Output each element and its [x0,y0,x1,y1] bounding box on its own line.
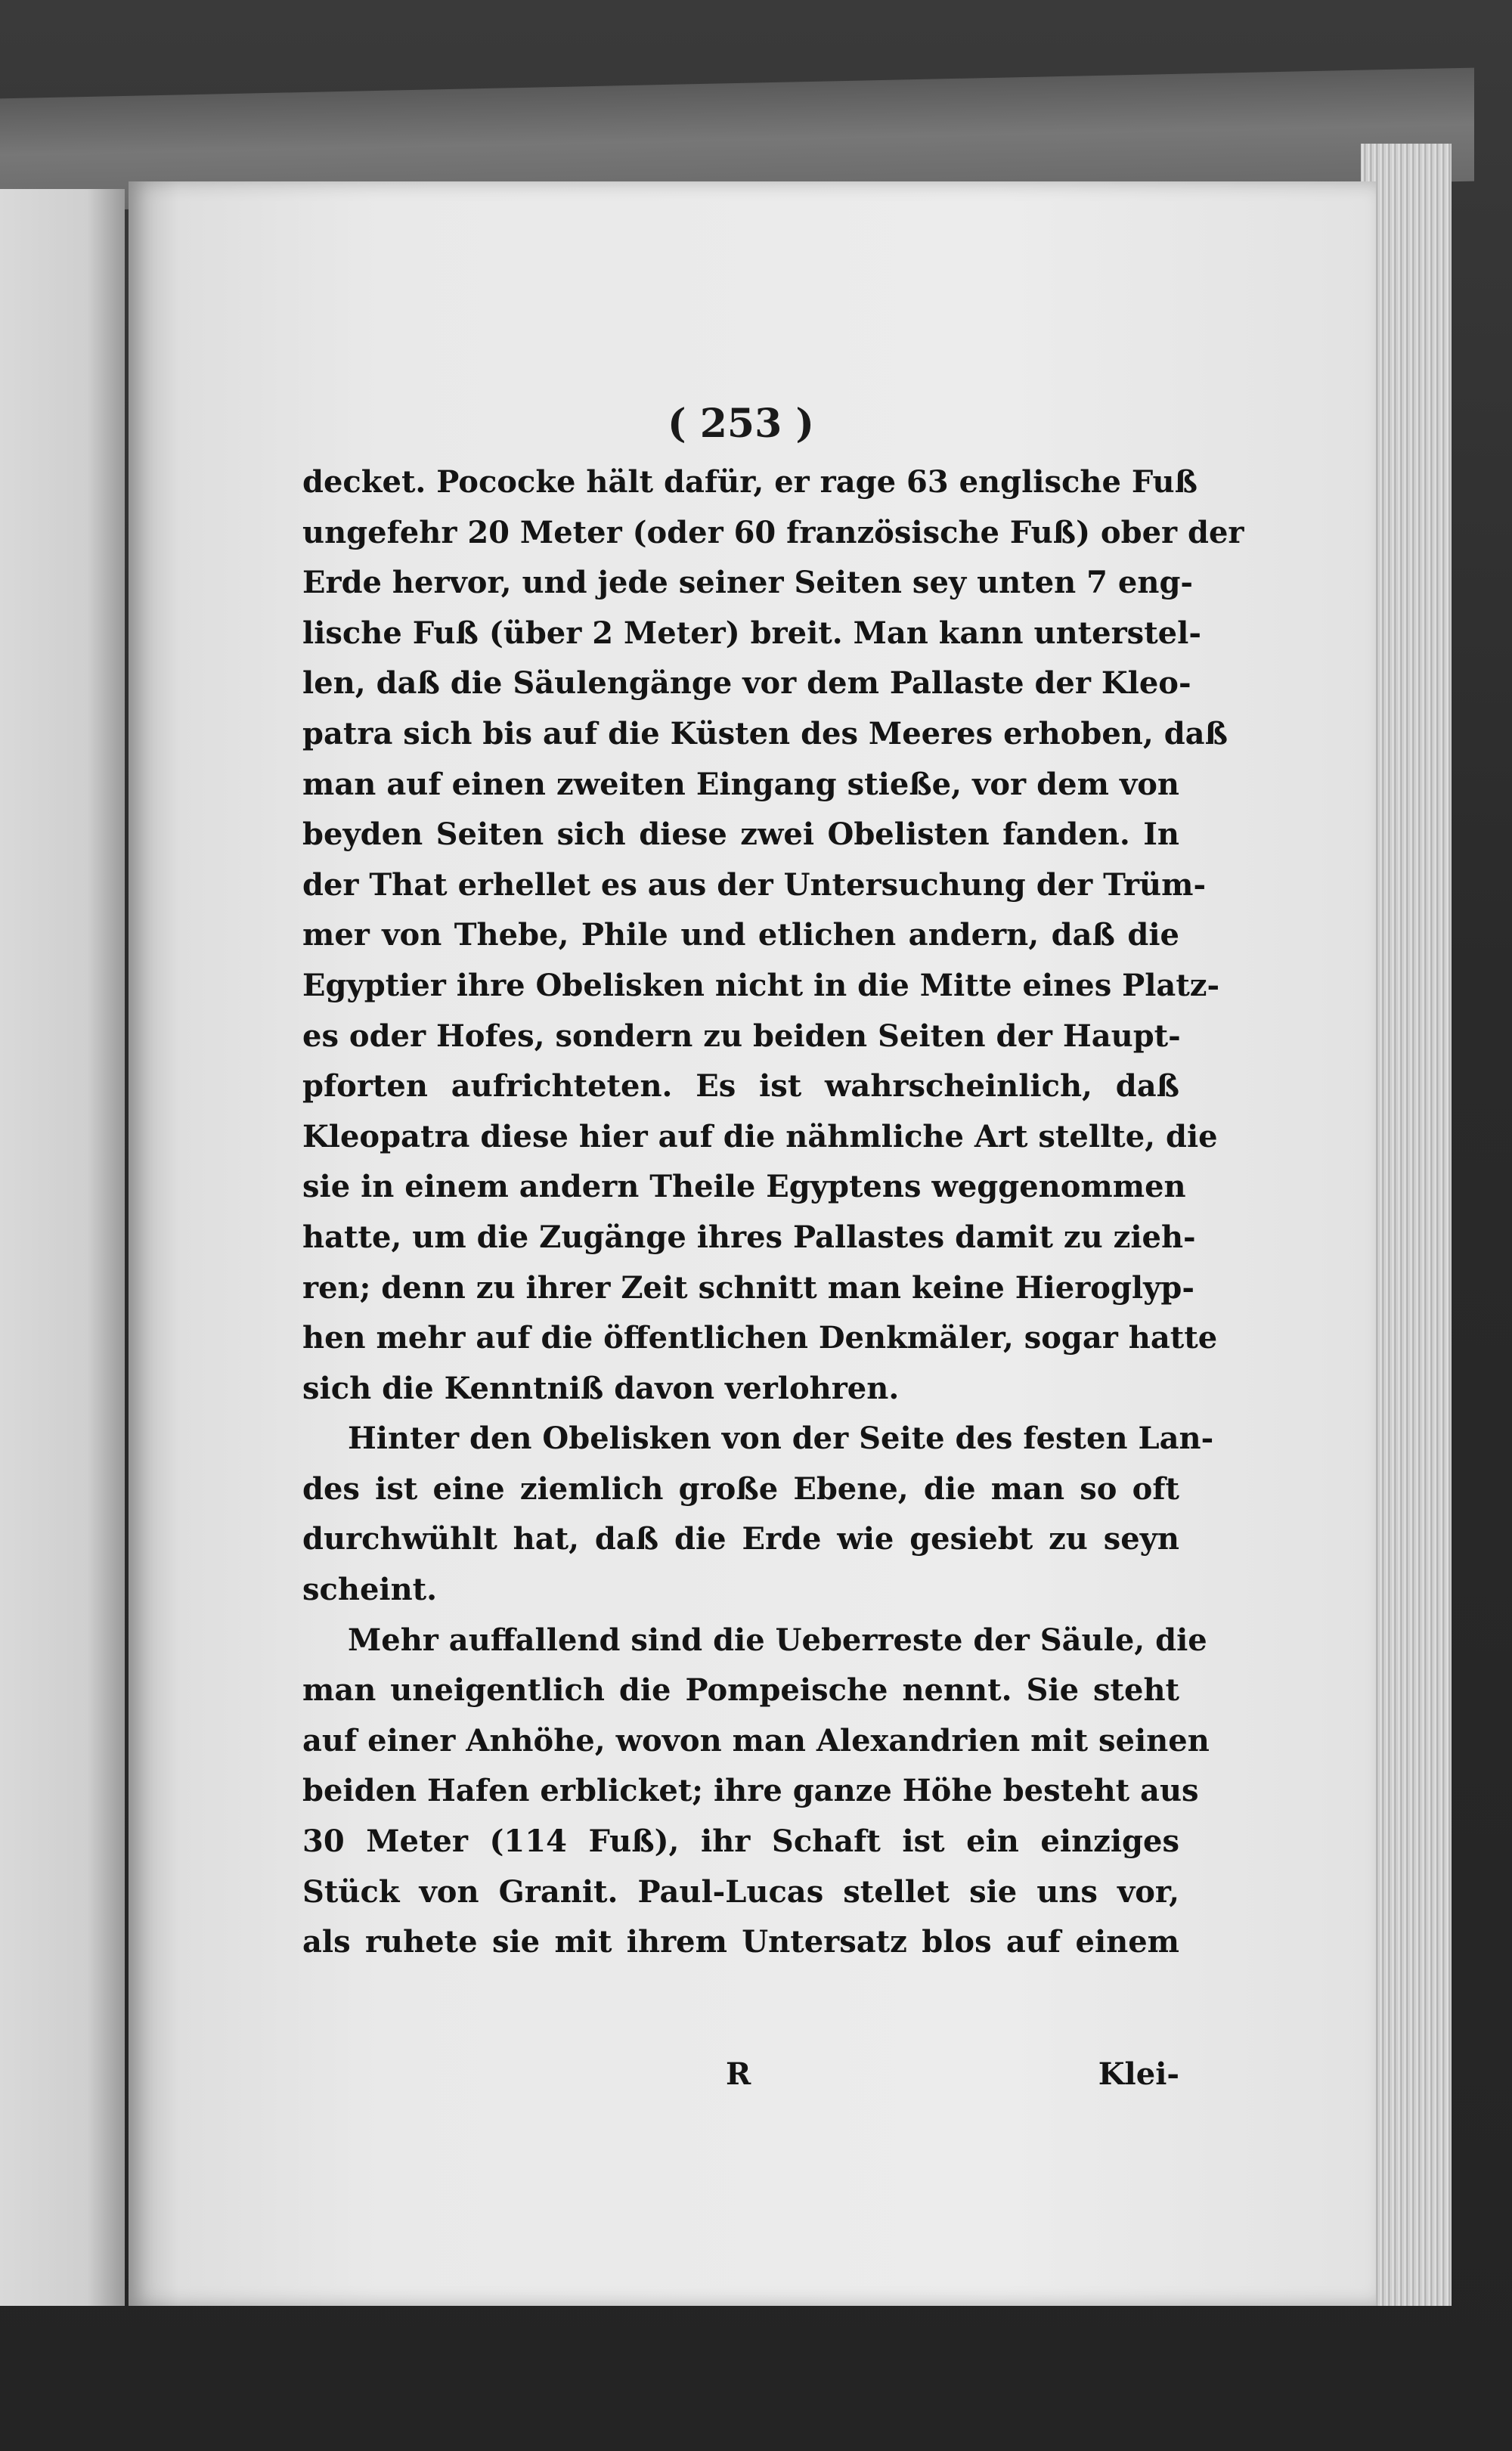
text-line: man auf einen zweiten Eingang stieße, vor dem von [302,766,1179,802]
text-line: sich die Kenntniß davon verlohren. [302,1370,900,1406]
text-line: patra sich bis auf die Küsten des Meeres erhoben, daß [302,715,1228,751]
text-line: ren; denn zu ihrer Zeit schnitt man keine Hieroglyp- [302,1269,1194,1306]
text-line: mer von Thebe, Phile und etlichen andern, daß die [302,917,1179,953]
text-line: len, daß die Säulengänge vor dem Pallaste der Kleo- [302,665,1191,702]
text-line: decket. Pococke hält dafür, er rage 63 englische Fuß [302,464,1198,500]
text-line: Egyptier ihre Obelisken nicht in die Mitte eines Platz- [302,967,1220,1003]
text-line: 30 Meter (114 Fuß), ihr Schaft ist ein einziges [302,1824,1179,1860]
body-text [302,457,1244,1968]
text-line: sie in einem andern Theile Egyptens weggenommen [302,1169,1186,1205]
text-line: beyden Seiten sich diese zwei Obelisten fanden. In [302,816,1179,853]
facing-page [0,189,125,2306]
text-line: Erde hervor, und jede seiner Seiten sey unten 7 eng- [302,565,1194,601]
text-line: des ist eine ziemlich große Ebene, die man so oft [302,1470,1179,1507]
text-line: hen mehr auf die öffentlichen Denkmäler, sogar hatte [302,1320,1218,1356]
text-line: hatte, um die Zugänge ihres Pallastes damit zu zieh- [302,1219,1196,1255]
page-number: ( 253 ) [668,401,814,447]
text-line: der That erhellet es aus der Untersuchung der Trüm- [302,866,1207,903]
signature-mark: R [726,2056,751,2092]
catchword: Klei- [1098,2056,1179,2092]
text-line: beiden Hafen erblicket; ihre ganze Höhe besteht aus [302,1773,1199,1809]
text-line: auf einer Anhöhe, wovon man Alexandrien mit seinen [302,1722,1210,1758]
text-line: lische Fuß (über 2 Meter) breit. Man kann unterstel- [302,615,1201,651]
text-line: scheint. [302,1572,438,1608]
text-line: Mehr auffallend sind die Ueberreste der Säule, die [348,1622,1207,1658]
text-line: man uneigentlich die Pompeische nennt. Sie steht [302,1672,1179,1709]
text-line: Kleopatra diese hier auf die nähmliche Art stellte, die [302,1118,1218,1154]
text-line: ungefehr 20 Meter (oder 60 französische Fuß) ober der [302,514,1244,550]
text-line: Stück von Granit. Paul-Lucas stellet sie uns vor, [302,1873,1179,1910]
text-line: es oder Hofes, sondern zu beiden Seiten der Haupt- [302,1018,1181,1054]
text-line: als ruhete sie mit ihrem Untersatz blos auf einem [302,1924,1179,1960]
text-line: Hinter den Obelisken von der Seite des festen Lan- [348,1421,1214,1457]
text-line: durchwühlt hat, daß die Erde wie gesiebt zu seyn [302,1521,1179,1557]
page-footer [302,2056,1179,2106]
text-line: pforten aufrichteten. Es ist wahrscheinlich, daß [302,1068,1179,1105]
